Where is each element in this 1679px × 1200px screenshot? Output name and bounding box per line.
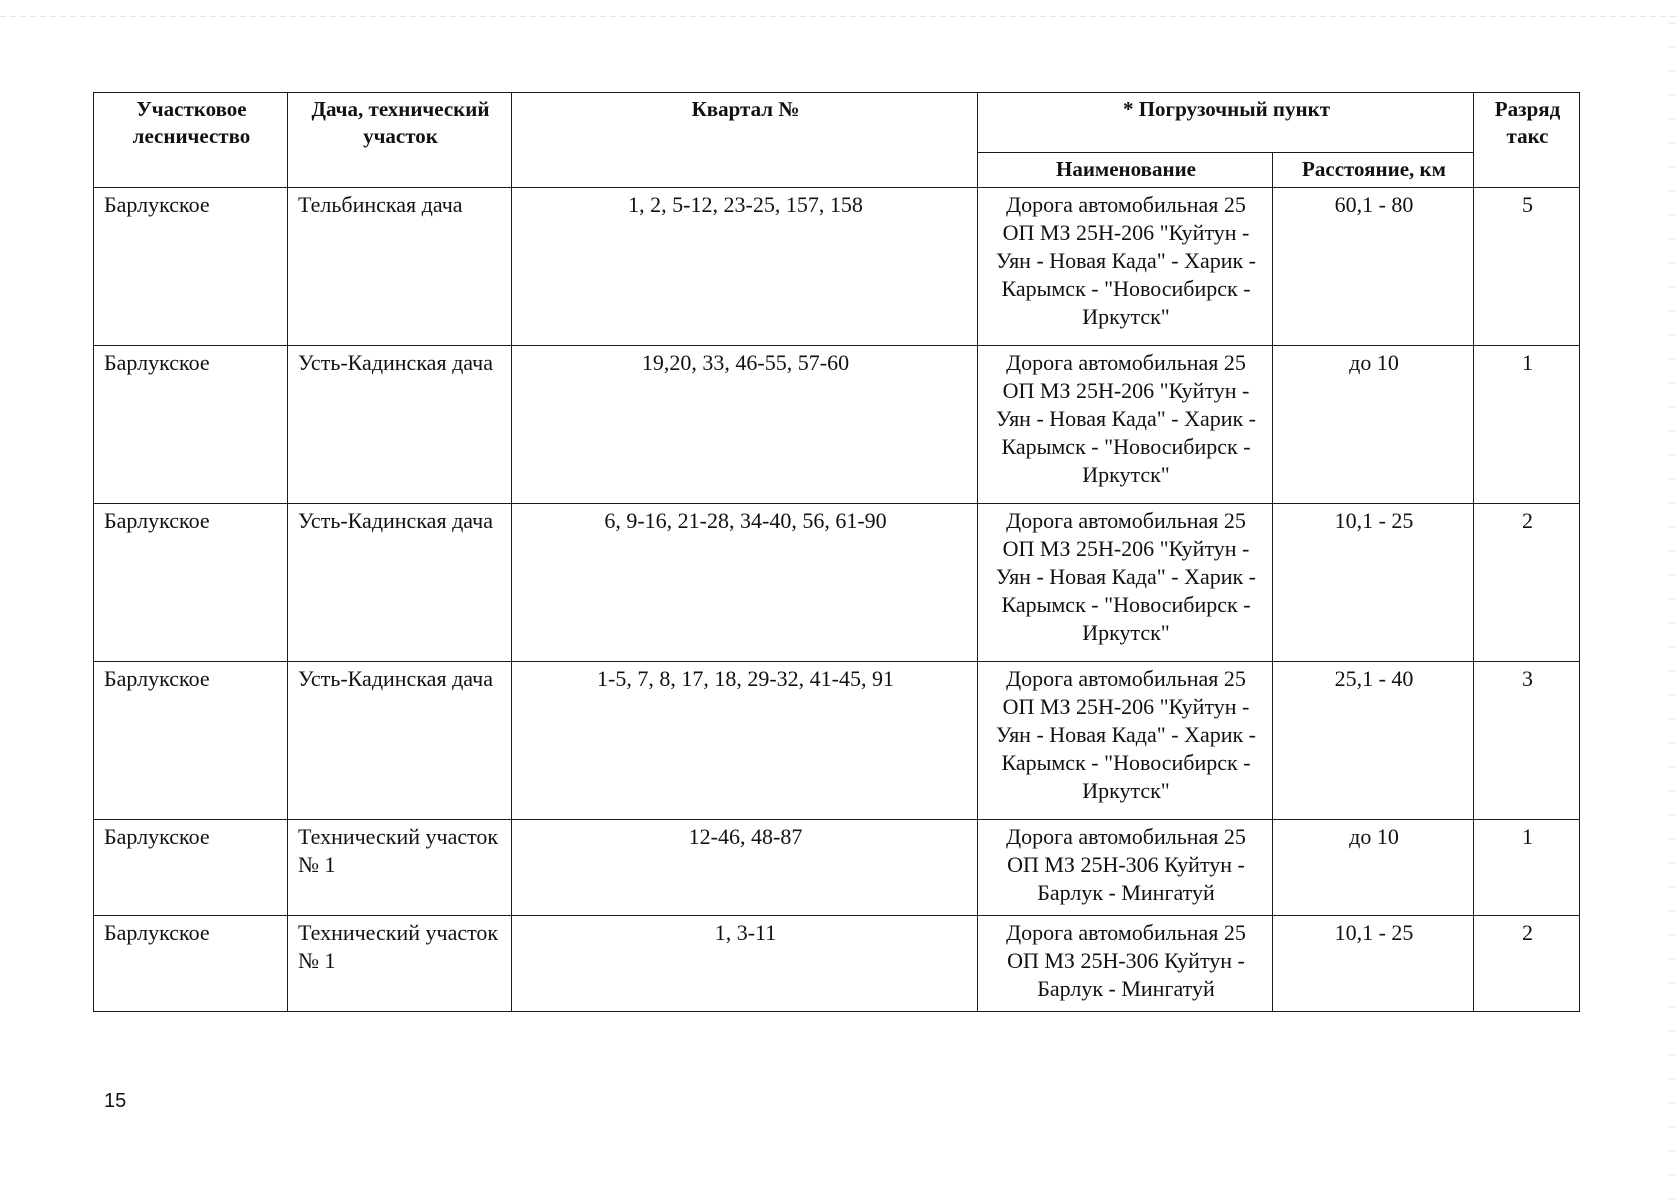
cell-dacha: Технический участок № 1 xyxy=(288,916,512,1012)
cell-quarters: 1, 3-11 xyxy=(512,916,978,1012)
header-dacha: Дача, технический участок xyxy=(288,93,512,188)
cell-quarters: 12-46, 48-87 xyxy=(512,820,978,916)
cell-quarters: 6, 9-16, 21-28, 34-40, 56, 61-90 xyxy=(512,504,978,662)
cell-distance: 10,1 - 25 xyxy=(1273,504,1474,662)
cell-loading-point-name: Дорога автомобильная 25 ОП МЗ 25Н-206 "Куйтун - Уян - Новая Када" - Харик - Карымск - "Новосибирск - Иркутск" xyxy=(978,188,1273,346)
cell-forestry: Барлукское xyxy=(94,916,288,1012)
header-rank: Разряд такс xyxy=(1474,93,1580,188)
cell-loading-point-name: Дорога автомобильная 25 ОП МЗ 25Н-206 "Куйтун - Уян - Новая Када" - Харик - Карымск - "Новосибирск - Иркутск" xyxy=(978,504,1273,662)
cell-dacha: Усть-Кадинская дача xyxy=(288,346,512,504)
cell-loading-point-name: Дорога автомобильная 25 ОП МЗ 25Н-206 "Куйтун - Уян - Новая Када" - Харик - Карымск - "Новосибирск - Иркутск" xyxy=(978,662,1273,820)
cell-quarters: 1-5, 7, 8, 17, 18, 29-32, 41-45, 91 xyxy=(512,662,978,820)
table-header xyxy=(94,93,1580,188)
cell-rank: 5 xyxy=(1474,188,1580,346)
table-row xyxy=(94,346,1580,504)
cell-dacha: Технический участок № 1 xyxy=(288,820,512,916)
cell-distance: 10,1 - 25 xyxy=(1273,916,1474,1012)
table-row xyxy=(94,820,1580,916)
cell-rank: 1 xyxy=(1474,346,1580,504)
cell-rank: 1 xyxy=(1474,820,1580,916)
header-name: Наименование xyxy=(978,153,1273,188)
cell-forestry: Барлукское xyxy=(94,346,288,504)
cell-quarters: 1, 2, 5-12, 23-25, 157, 158 xyxy=(512,188,978,346)
cell-dacha: Усть-Кадинская дача xyxy=(288,662,512,820)
cell-forestry: Барлукское xyxy=(94,820,288,916)
cell-loading-point-name: Дорога автомобильная 25 ОП МЗ 25Н-306 Куйтун - Барлук - Мингатуй xyxy=(978,820,1273,916)
header-forestry: Участковое лесничество xyxy=(94,93,288,188)
cell-rank: 3 xyxy=(1474,662,1580,820)
cell-forestry: Барлукское xyxy=(94,504,288,662)
scan-artifact-line xyxy=(0,16,1679,17)
cell-distance: до 10 xyxy=(1273,820,1474,916)
table-row xyxy=(94,916,1580,1012)
cell-loading-point-name: Дорога автомобильная 25 ОП МЗ 25Н-206 "Куйтун - Уян - Новая Када" - Харик - Карымск - "Новосибирск - Иркутск" xyxy=(978,346,1273,504)
cell-rank: 2 xyxy=(1474,916,1580,1012)
cell-distance: до 10 xyxy=(1273,346,1474,504)
table-body xyxy=(94,188,1580,1012)
header-distance: Расстояние, км xyxy=(1273,153,1474,188)
cell-rank: 2 xyxy=(1474,504,1580,662)
cell-distance: 60,1 - 80 xyxy=(1273,188,1474,346)
header-quarter: Квартал № xyxy=(512,93,978,188)
cell-dacha: Тельбинская дача xyxy=(288,188,512,346)
cell-quarters: 19,20, 33, 46-55, 57-60 xyxy=(512,346,978,504)
table-row xyxy=(94,504,1580,662)
page-number: 15 xyxy=(104,1090,127,1112)
cell-forestry: Барлукское xyxy=(94,188,288,346)
scan-artifact-edge xyxy=(1669,0,1675,1200)
header-loading-point: * Погрузочный пункт xyxy=(978,93,1474,153)
table-row xyxy=(94,188,1580,346)
table-row xyxy=(94,662,1580,820)
cell-dacha: Усть-Кадинская дача xyxy=(288,504,512,662)
loading-points-table xyxy=(93,92,1580,1012)
cell-distance: 25,1 - 40 xyxy=(1273,662,1474,820)
cell-forestry: Барлукское xyxy=(94,662,288,820)
cell-loading-point-name: Дорога автомобильная 25 ОП МЗ 25Н-306 Куйтун - Барлук - Мингатуй xyxy=(978,916,1273,1012)
